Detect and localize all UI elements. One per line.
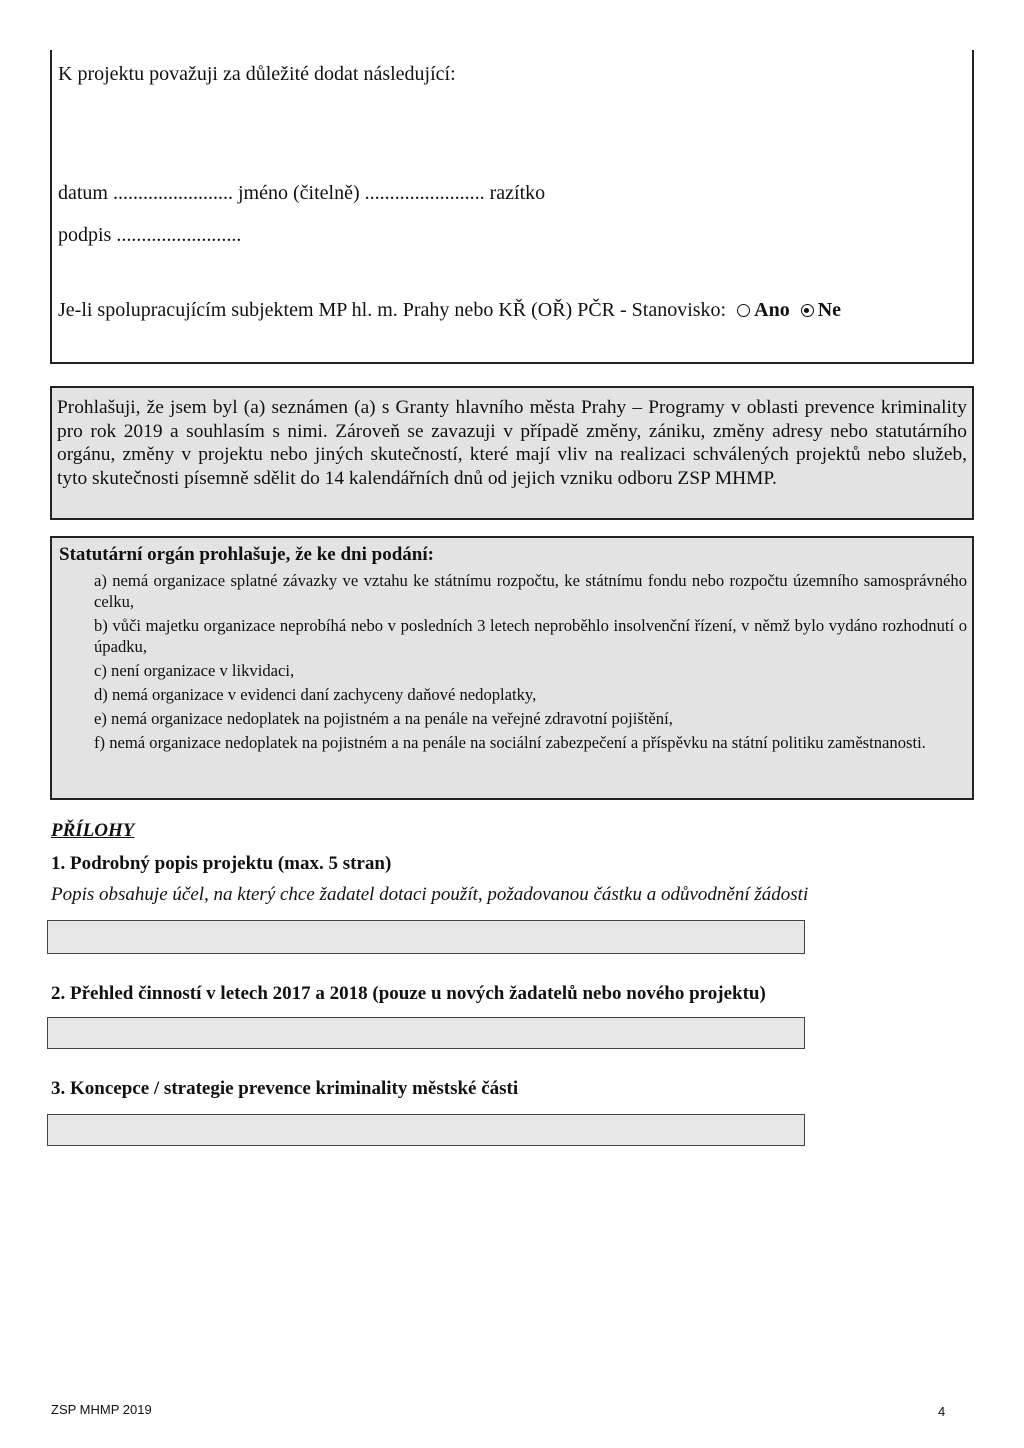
- razitko-label: razítko: [489, 182, 546, 204]
- attachment-3-field[interactable]: [47, 1114, 805, 1146]
- statutory-item: e) nemá organizace nedoplatek na pojistném a na penále na veřejné zdravotní pojištění,: [94, 709, 673, 728]
- statutory-box: [50, 536, 974, 800]
- attachment-1-title: 1. Podrobný popis projektu (max. 5 stran): [51, 853, 392, 874]
- declaration-text: Prohlašuji, že jsem byl (a) seznámen (a) s Granty hlavního města Prahy – Programy v oblasti prevence kriminality pro rok 2019 a souhlasím s nimi. Zároveň se zavazuji v případě změny, zániku, změny adresy nebo statutárního orgánu, změny v projektu nebo jiných skutečností, které mají vliv na realizaci schválených projektů nebo služeb, tyto skutečnosti písemně sdělit do 14 kalendářních dnů od jejich vzniku odboru ZSP MHMP.: [57, 397, 967, 489]
- option-yes-label: Ano: [754, 299, 790, 321]
- jmeno-label: jméno (čitelně): [238, 182, 360, 204]
- attachment-1-field[interactable]: [47, 920, 805, 954]
- partner-opinion-row: [58, 298, 841, 322]
- attachment-1-note: Popis obsahuje účel, na který chce žadatel dotaci použít, požadovanou částku a odůvodnění žádosti: [51, 884, 809, 905]
- datum-field[interactable]: ........................: [113, 182, 233, 204]
- attachments-heading: PŘÍLOHY: [51, 820, 135, 841]
- datum-label: datum: [58, 182, 108, 204]
- podpis-field[interactable]: .........................: [116, 224, 242, 246]
- project-notes-label: K projektu považuji za důležité dodat následující:: [58, 63, 456, 85]
- radio-no[interactable]: [801, 304, 814, 317]
- statutory-item: c) není organizace v likvidaci,: [94, 661, 295, 680]
- signature-row: [58, 181, 545, 205]
- radio-yes[interactable]: [737, 304, 750, 317]
- statutory-item: f) nemá organizace nedoplatek na pojistném a na penále na sociální zabezpečení a příspěvku na státní politiku zaměstnanosti.: [94, 733, 926, 752]
- statutory-item: a) nemá organizace splatné závazky ve vztahu ke státnímu rozpočtu, ke státnímu fondu nebo rozpočtu územního samosprávného celku,: [94, 571, 967, 611]
- footer-left: ZSP MHMP 2019: [51, 1402, 152, 1417]
- statutory-title: Statutární orgán prohlašuje, že ke dni podání:: [59, 544, 434, 565]
- project-notes-box: [50, 50, 974, 364]
- podpis-row: [58, 223, 241, 247]
- attachment-3-title: 3. Koncepce / strategie prevence kriminality městské části: [51, 1078, 519, 1099]
- partner-question: Je-li spolupracujícím subjektem MP hl. m. Prahy nebo KŘ (OŘ) PČR - Stanovisko:: [58, 299, 727, 321]
- declaration-box: [50, 386, 974, 520]
- podpis-label: podpis: [58, 224, 112, 246]
- option-no-label: Ne: [817, 299, 842, 321]
- attachment-2-title: 2. Přehled činností v letech 2017 a 2018 (pouze u nových žadatelů nebo nového projektu): [51, 983, 766, 1004]
- jmeno-field[interactable]: ........................: [364, 182, 485, 204]
- statutory-item: d) nemá organizace v evidenci daní zachyceny daňové nedoplatky,: [94, 685, 537, 704]
- statutory-item: b) vůči majetku organizace neprobíhá nebo v posledních 3 letech neproběhlo insolvenční řízení, v němž bylo vydáno rozhodnutí o úpadku,: [94, 616, 967, 656]
- attachment-2-field[interactable]: [47, 1017, 805, 1049]
- page-number: 4: [938, 1404, 946, 1419]
